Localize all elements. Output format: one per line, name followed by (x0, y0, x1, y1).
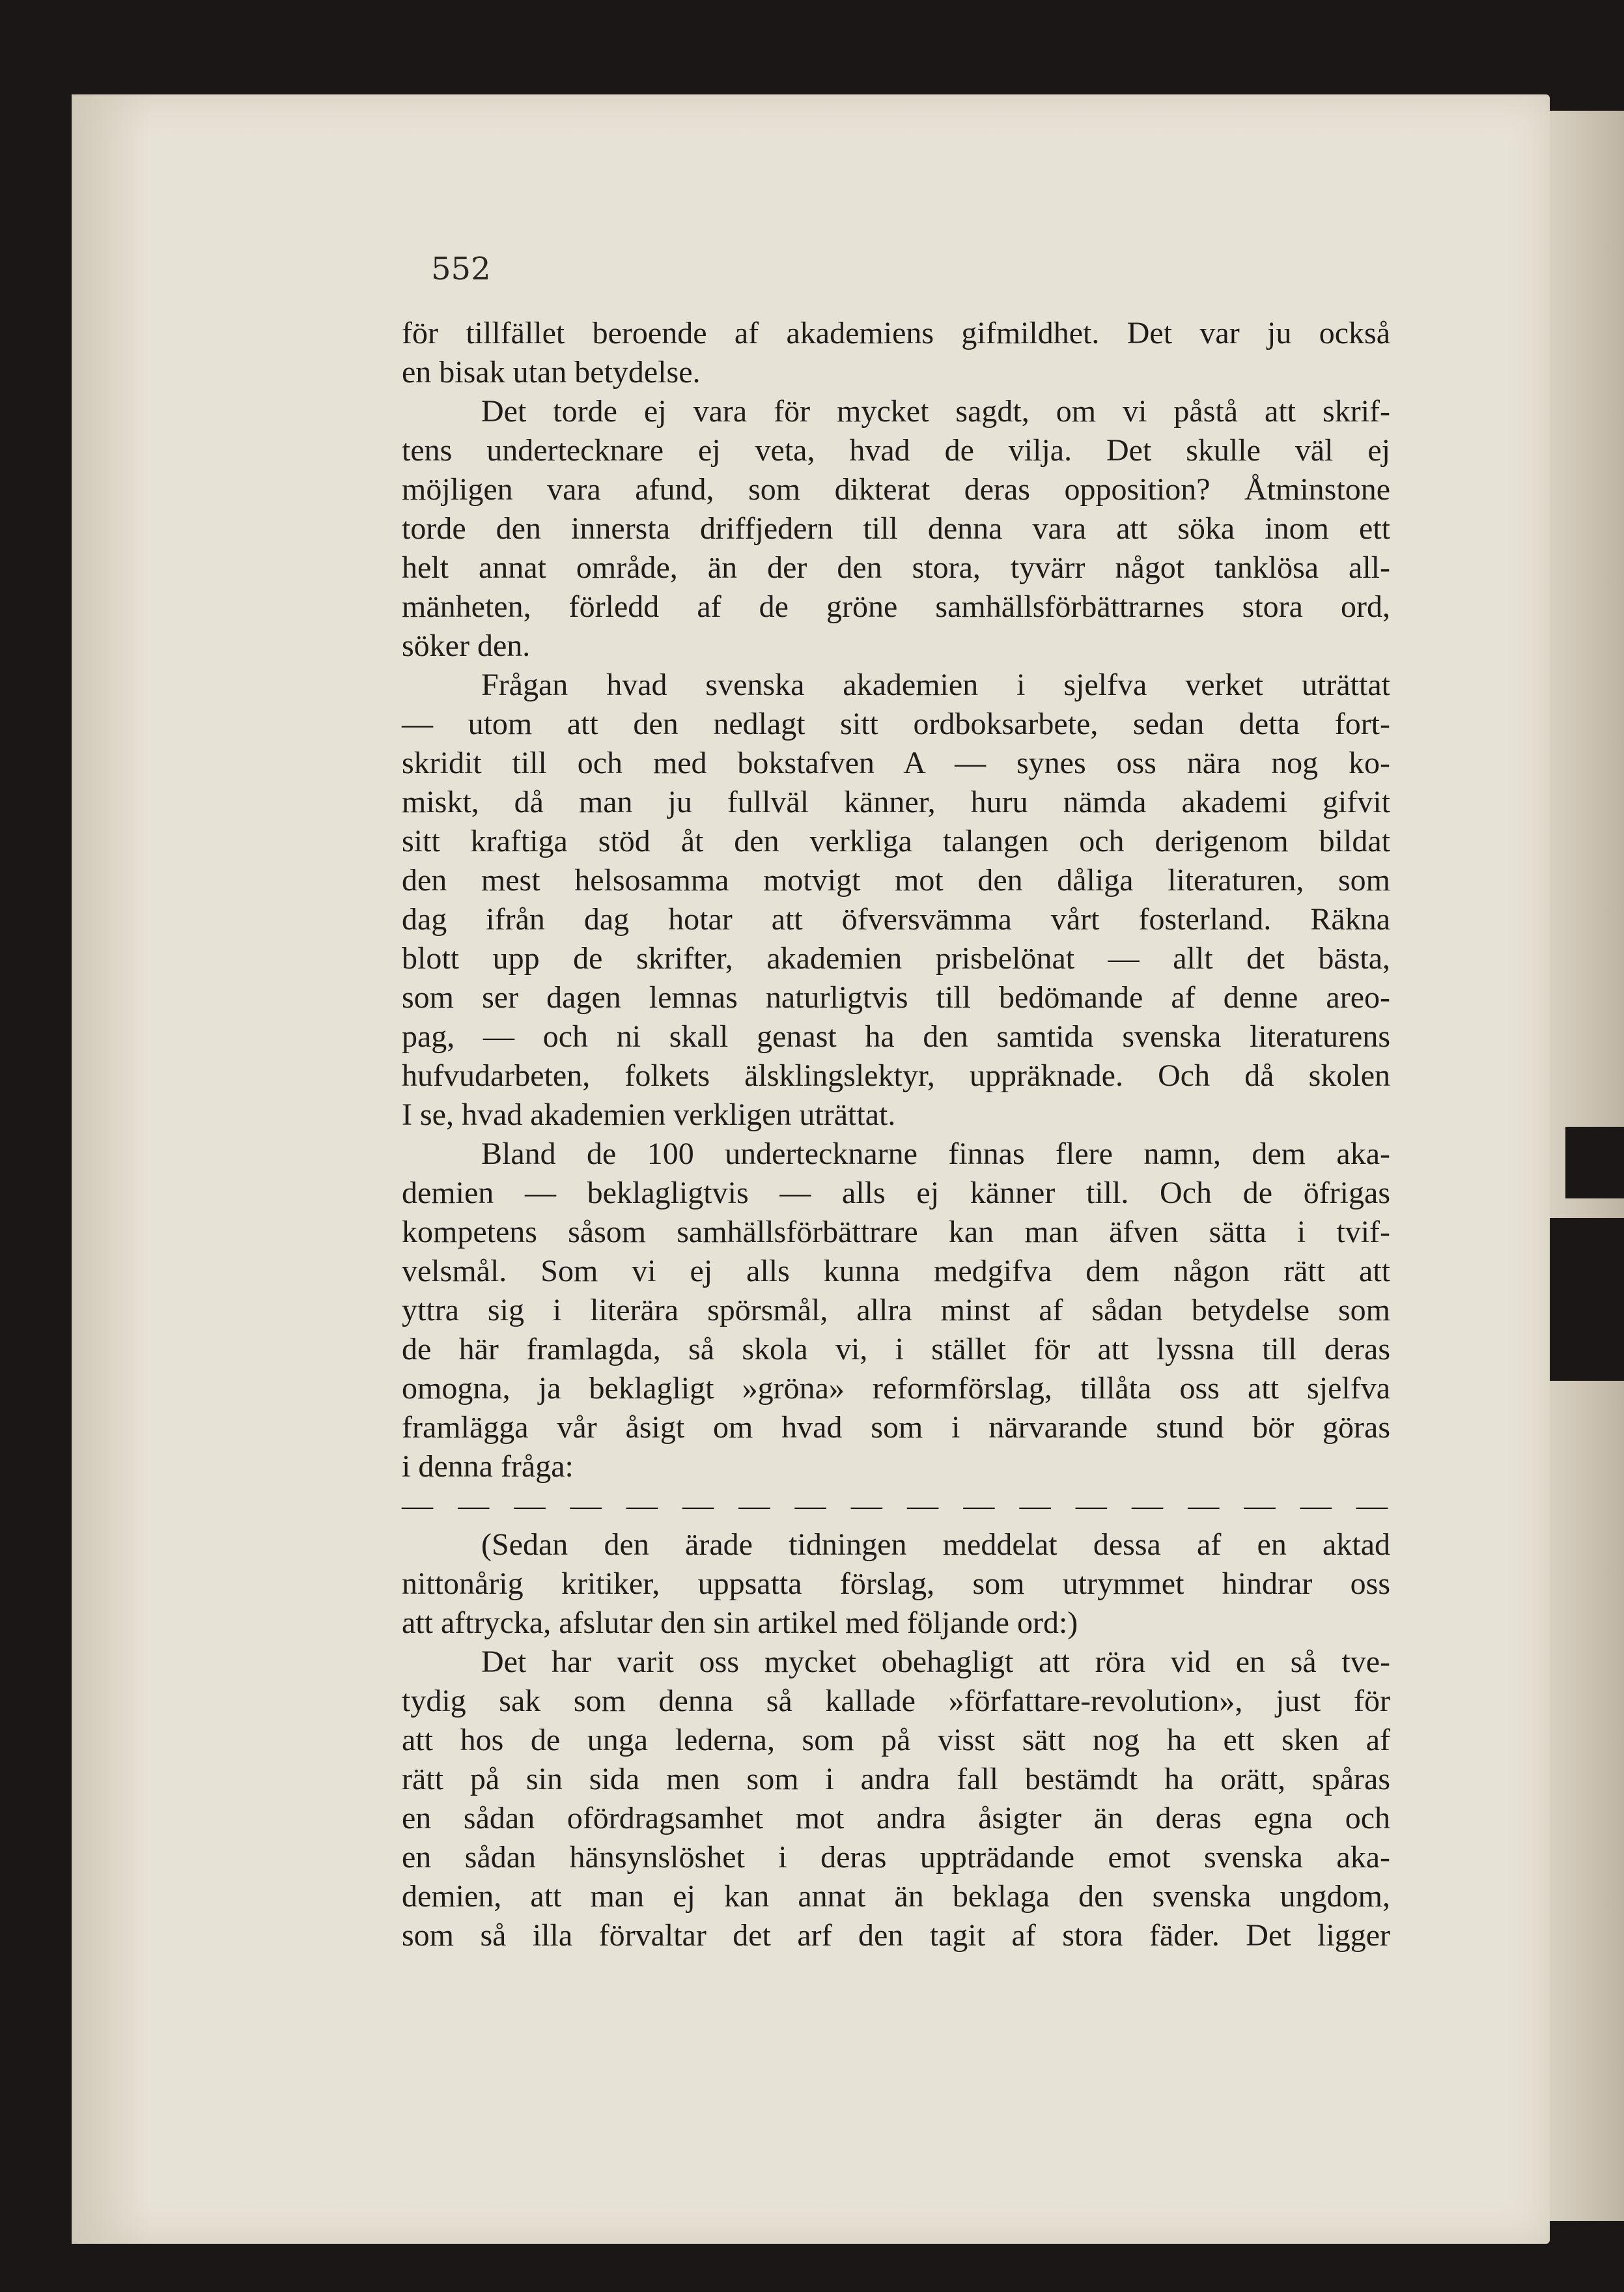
text-line: omogna, ja beklagligt »gröna» reformförslag, tillåta oss att sjelfva (402, 1371, 1390, 1406)
text-line: Bland de 100 undertecknarne finnas flere namn, dem aka- (481, 1137, 1390, 1171)
text-line: rätt på sin sida men som i andra fall bestämdt ha orätt, spåras (402, 1762, 1390, 1796)
text-line: de här framlagda, så skola vi, i stället för att lyssna till deras (402, 1332, 1390, 1366)
text-section-continued (402, 1525, 1390, 1955)
text-line: en sådan hänsynslöshet i deras uppträdande emot svenska aka- (402, 1840, 1390, 1875)
text-line: att hos de unga lederna, som på visst sätt nog ha ett sken af (402, 1723, 1390, 1757)
text-line: pag, — och ni skall genast ha den samtida svenska literaturens (402, 1019, 1390, 1054)
text-line: framlägga vår åsigt om hvad som i närvarande stund bör göras (402, 1410, 1390, 1445)
text-line: nittonårig kritiker, uppsatta förslag, som utrymmet hindrar oss (402, 1566, 1390, 1601)
text-line: helt annat område, än der den stora, tyvärr något tanklösa all- (402, 550, 1390, 585)
text-line: miskt, då man ju fullväl känner, huru nämda akademi gifvit (402, 785, 1390, 819)
text-line: som så illa förvaltar det arf den tagit af stora fäder. Det ligger (402, 1918, 1390, 1953)
text-line: kompetens såsom samhällsförbättrare kan man äfven sätta i tvif- (402, 1215, 1390, 1249)
page-gutter-shadow (72, 94, 150, 2244)
text-line: mänheten, förledd af de gröne samhällsförbättrarnes stora ord, (402, 589, 1390, 624)
text-line: att aftrycka, afslutar den sin artikel med följande ord:) (402, 1606, 1078, 1640)
text-line: den mest helsosamma motvigt mot den dåliga literaturen, som (402, 863, 1390, 898)
text-line: I se, hvad akademien verkligen uträttat. (402, 1097, 896, 1132)
text-line: torde den innersta driffjedern till denna vara att söka inom ett (402, 511, 1390, 546)
text-line: — utom att den nedlagt sitt ordboksarbete, sedan detta fort- (402, 707, 1390, 741)
text-line: Frågan hvad svenska akademien i sjelfva verket uträttat (481, 668, 1390, 702)
text-line: tens undertecknare ej veta, hvad de vilja. Det skulle väl ej (402, 433, 1390, 468)
section-separator: — — — — — — — — — — — — — — — — — — (402, 1488, 1390, 1523)
text-line: tydig sak som denna så kallade »författare-revolution», just för (402, 1684, 1390, 1718)
text-line: i denna fråga: (402, 1449, 574, 1484)
text-line: skridit till och med bokstafven A — synes oss nära nog ko- (402, 746, 1390, 780)
body-text (402, 314, 1390, 1955)
text-line: möjligen vara afund, som dikterat deras opposition? Åtminstone (402, 472, 1390, 507)
text-line: som ser dagen lemnas naturligtvis till bedömande af denne areo- (402, 980, 1390, 1015)
text-line: demien, att man ej kan annat än beklaga den svenska ungdom, (402, 1879, 1390, 1914)
text-line: blott upp de skrifter, akademien prisbelönat — allt det bästa, (402, 941, 1390, 976)
text-line: Det torde ej vara för mycket sagdt, om vi påstå att skrif- (481, 394, 1390, 429)
text-line: Det har varit oss mycket obehagligt att röra vid en så tve- (481, 1645, 1390, 1679)
text-line: en bisak utan betydelse. (402, 355, 701, 389)
text-line: sitt kraftiga stöd åt den verkliga talangen och derigenom bildat (402, 824, 1390, 858)
text-line: dag ifrån dag hotar att öfversvämma vårt fosterland. Räkna (402, 902, 1390, 937)
text-line: (Sedan den ärade tidningen meddelat dessa af en aktad (481, 1527, 1390, 1562)
text-line: söker den. (402, 629, 531, 663)
text-line: hufvudarbeten, folkets älsklingslektyr, uppräknade. Och då skolen (402, 1058, 1390, 1093)
page-edge-damage (1565, 1127, 1624, 1198)
text-line: för tillfället beroende af akademiens gifmildhet. Det var ju också (402, 316, 1390, 350)
page-number: 552 (431, 251, 491, 287)
text-line: velsmål. Som vi ej alls kunna medgifva dem någon rätt att (402, 1254, 1390, 1288)
next-page-edge (1543, 111, 1624, 2221)
page-edge-damage-lower (1546, 1218, 1624, 1381)
text-line: demien — beklagligtvis — alls ej känner till. Och de öfrigas (402, 1176, 1390, 1210)
text-section-main (402, 314, 1390, 1486)
text-line: en sådan ofördragsamhet mot andra åsigter än deras egna och (402, 1801, 1390, 1835)
text-line: yttra sig i literära spörsmål, allra minst af sådan betydelse som (402, 1293, 1390, 1327)
